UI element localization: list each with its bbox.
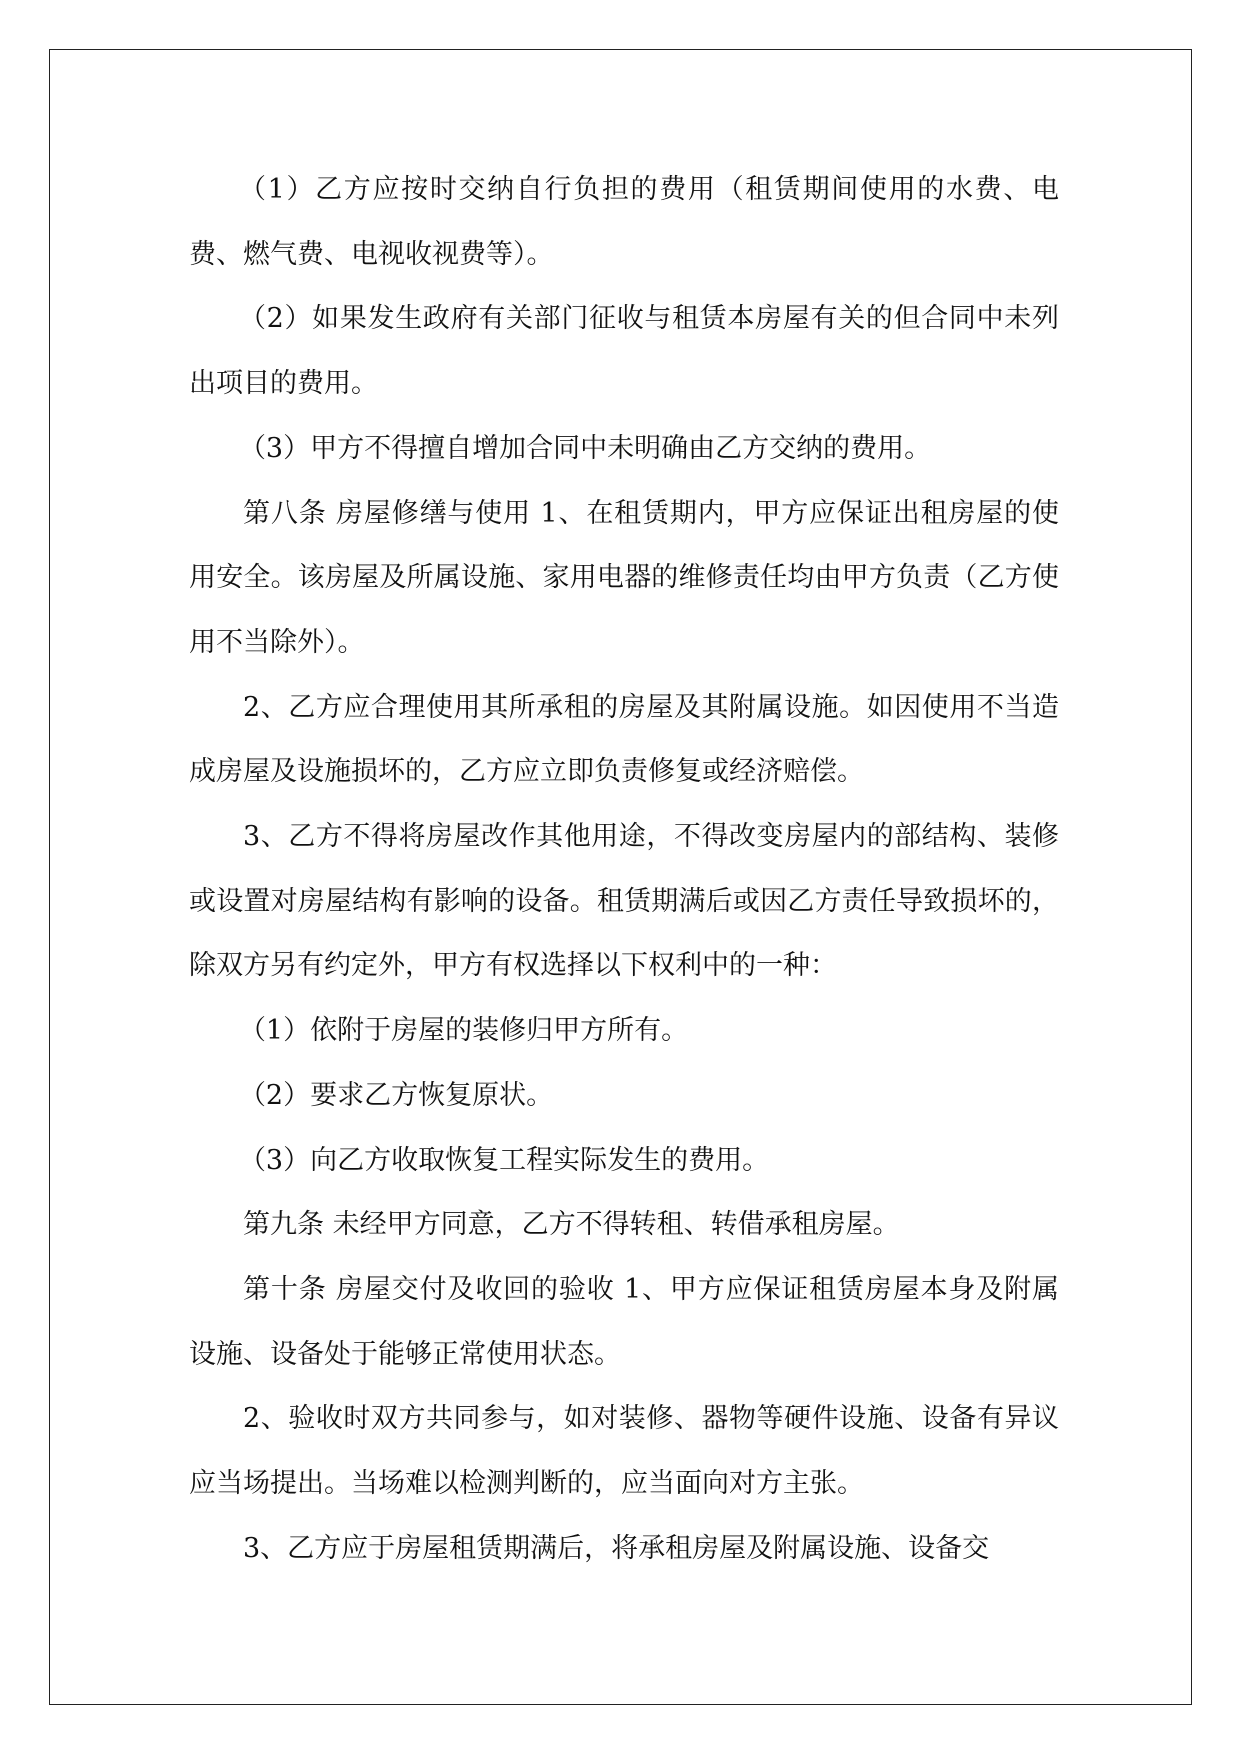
paragraph-article-8: 第八条 房屋修缮与使用 1、在租赁期内，甲方应保证出租房屋的使用安全。该房屋及所属设施、家用电器的维修责任均由甲方负责（乙方使用不当除外）。 <box>189 497 1059 658</box>
paragraph-fee-3: （3）甲方不得擅自增加合同中未明确由乙方交纳的费用。 <box>238 432 932 464</box>
paragraph-article-10: 第十条 房屋交付及收回的验收 1、甲方应保证租赁房屋本身及附属设施、设备处于能够正常使用状态。 <box>189 1273 1059 1370</box>
paragraph-article-9: 第九条 未经甲方同意，乙方不得转租、转借承租房屋。 <box>243 1209 900 1241</box>
paragraph-fee-1: （1）乙方应按时交纳自行负担的费用（租赁期间使用的水费、电费、燃气费、电视收视费等）。 <box>189 174 1059 270</box>
paragraph-article-10-item-3: 3、乙方应于房屋租赁期满后，将承租房屋及附属设施、设备交 <box>243 1532 990 1564</box>
paragraph-fee-2: （2）如果发生政府有关部门征收与租赁本房屋有关的但合同中未列出项目的费用。 <box>189 303 1059 400</box>
paragraph-article-8-item-3: 3、乙方不得将房屋改作其他用途，不得改变房屋内的部结构、装修或设置对房屋结构有影响的设备。租赁期满后或因乙方责任导致损坏的，除双方另有约定外，甲方有权选择以下权利中的一种： <box>189 821 1059 982</box>
document-body <box>189 158 1059 1581</box>
paragraph-article-8-item-2: 2、乙方应合理使用其所承租的房屋及其附属设施。如因使用不当造成房屋及设施损坏的，乙方应立即负责修复或经济赔偿。 <box>189 691 1059 788</box>
paragraph-option-1: （1）依附于房屋的装修归甲方所有。 <box>238 1015 689 1047</box>
paragraph-article-10-item-2: 2、验收时双方共同参与，如对装修、器物等硬件设施、设备有异议应当场提出。当场难以检测判断的，应当面向对方主张。 <box>189 1403 1059 1500</box>
paragraph-option-3: （3）向乙方收取恢复工程实际发生的费用。 <box>238 1144 770 1176</box>
paragraph-option-2: （2）要求乙方恢复原状。 <box>238 1079 554 1111</box>
